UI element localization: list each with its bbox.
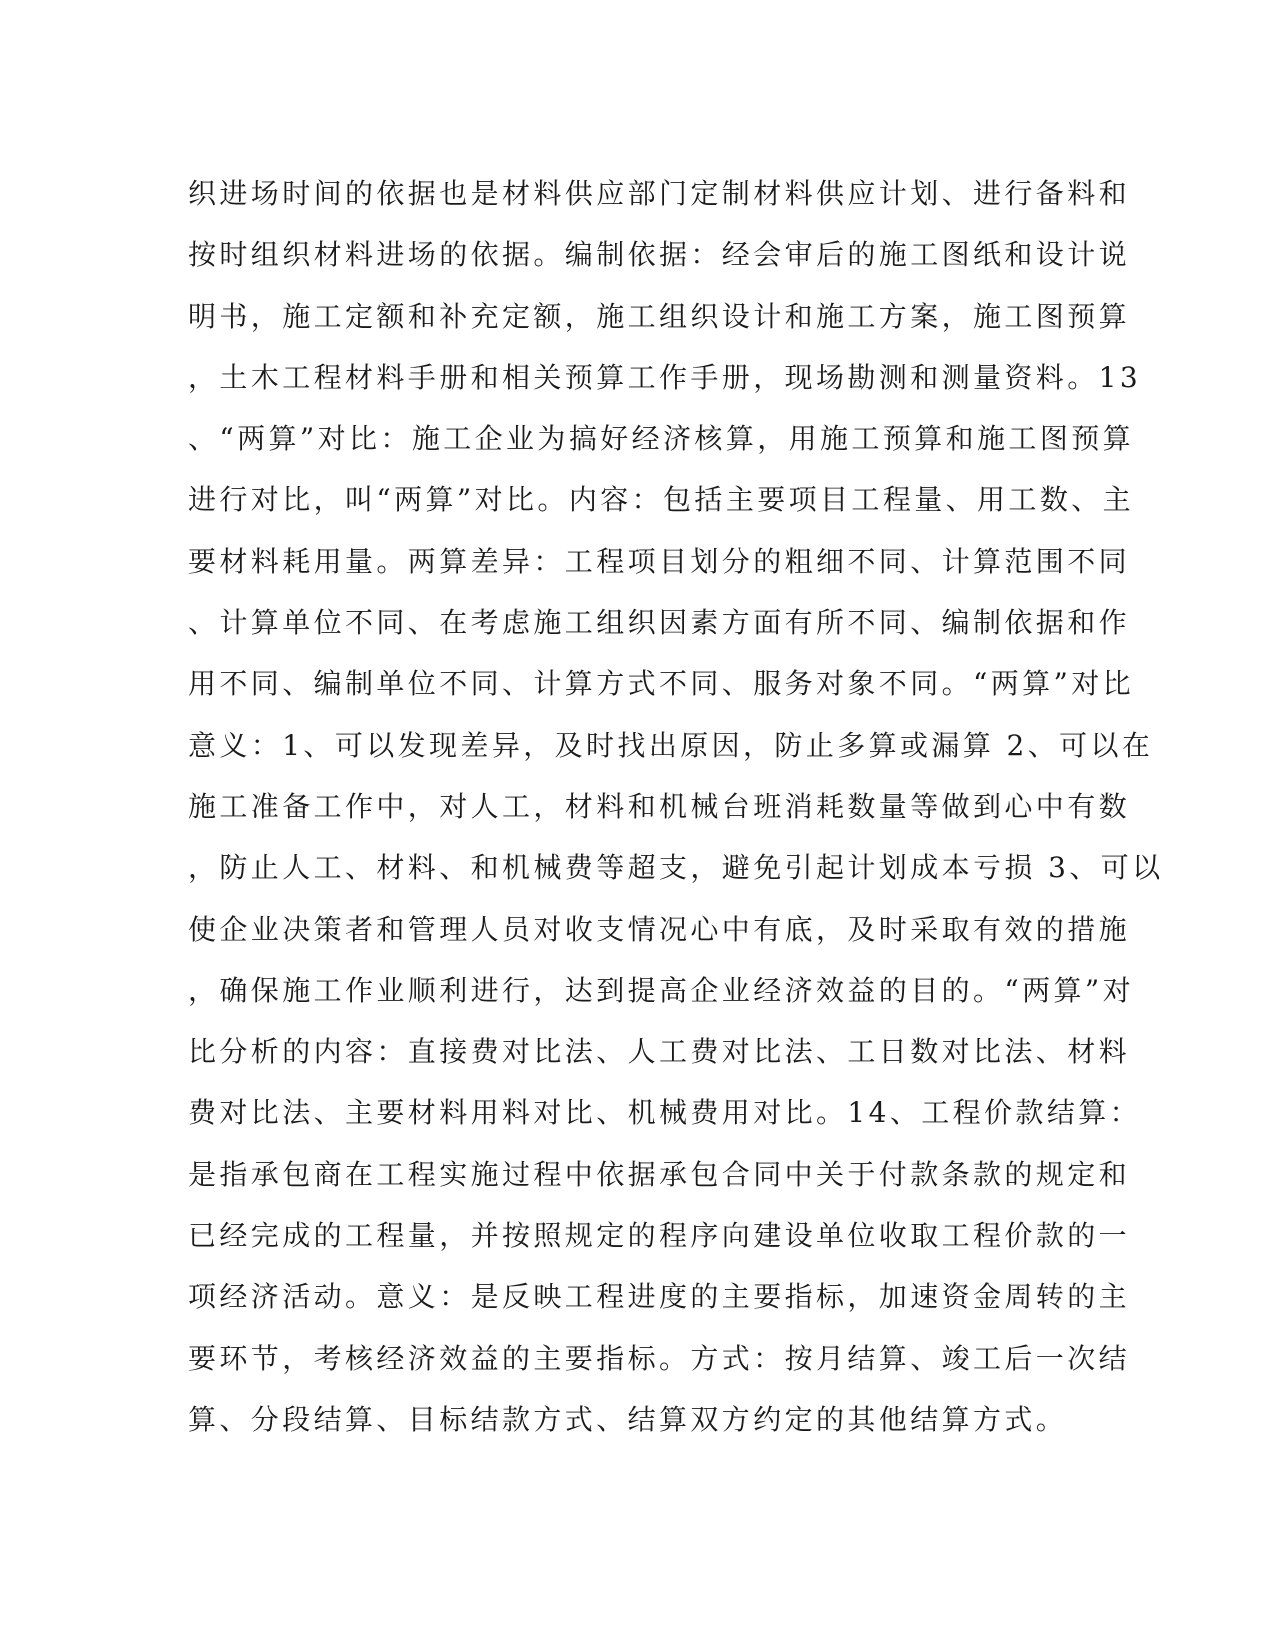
text-line: 、“两算”对比：施工企业为搞好经济核算，用施工预算和施工图预算: [188, 422, 1135, 456]
text-line: 算、分段结算、目标结款方式、结算双方约定的其他结算方式。: [188, 1402, 1068, 1436]
text-line: 使企业决策者和管理人员对收支情况心中有底，及时采取有效的措施: [188, 912, 1131, 946]
text-line: 用不同、编制单位不同、计算方式不同、服务对象不同。“两算”对比: [188, 667, 1135, 701]
text-line: 织进场时间的依据也是材料供应部门定制材料供应计划、进行备料和: [188, 177, 1131, 210]
text-line: 意义：1、可以发现差异，及时找出原因，防止多算或漏算 2、可以在: [188, 728, 1154, 762]
text-line: 明书，施工定额和补充定额，施工组织设计和施工方案，施工图预算: [188, 299, 1131, 333]
text-line: ，土木工程材料手册和相关预算工作手册，现场勘测和测量资料。13: [188, 360, 1142, 394]
text-line: 要环节，考核经济效益的主要指标。方式：按月结算、竣工后一次结: [188, 1341, 1131, 1375]
text-line: 比分析的内容：直接费对比法、人工费对比法、工日数对比法、材料: [188, 1035, 1131, 1069]
text-line: 项经济活动。意义：是反映工程进度的主要指标，加速资金周转的主: [188, 1280, 1131, 1314]
text-line: 费对比法、主要材料用料对比、机械费用对比。14、工程价款结算：: [188, 1096, 1142, 1130]
text-line: 是指承包商在工程实施过程中依据承包合同中关于付款条款的规定和: [188, 1157, 1131, 1191]
body-text: [188, 163, 1164, 1450]
text-line: 已经完成的工程量，并按照规定的程序向建设单位收取工程价款的一: [188, 1219, 1131, 1253]
text-line: ，确保施工作业顺利进行，达到提高企业经济效益的目的。“两算”对: [188, 973, 1135, 1007]
text-line: 、计算单位不同、在考虑施工组织因素方面有所不同、编制依据和作: [188, 606, 1131, 640]
text-line: 施工准备工作中，对人工，材料和机械台班消耗数量等做到心中有数: [188, 789, 1131, 823]
text-line: ，防止人工、材料、和机械费等超支，避免引起计划成本亏损 3、可以: [188, 851, 1164, 885]
text-line: 进行对比，叫“两算”对比。内容：包括主要项目工程量、用工数、主: [188, 483, 1135, 517]
text-line: 要材料耗用量。两算差异：工程项目划分的粗细不同、计算范围不同: [188, 544, 1131, 578]
text-line: 按时组织材料进场的依据。编制依据：经会审后的施工图纸和设计说: [188, 238, 1131, 272]
